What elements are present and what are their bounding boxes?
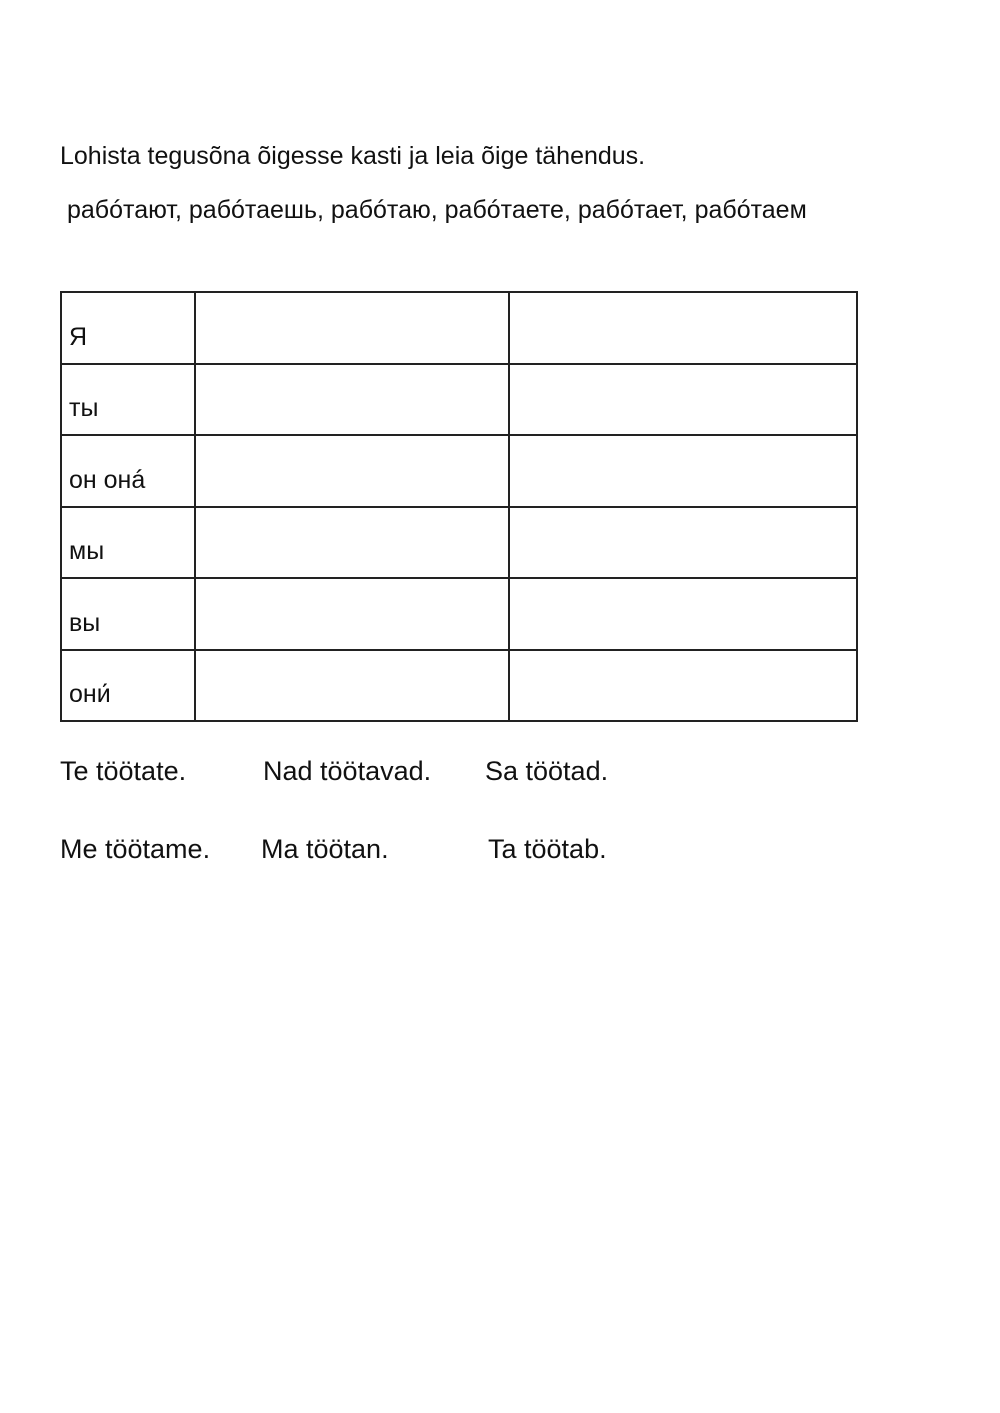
meaning-sa-tootad[interactable]: Sa töötad. (485, 756, 609, 786)
verb-rabotaesh[interactable]: рабóтаешь, (188, 196, 324, 224)
verb-drop-zone[interactable] (195, 650, 509, 722)
meaning-me-tootame[interactable]: Me töötame. (60, 834, 211, 864)
meaning-drop-zone[interactable] (509, 435, 857, 507)
pronoun-cell (61, 435, 195, 507)
meaning-drop-zone[interactable] (509, 364, 857, 436)
meaning-ta-tootab[interactable]: Ta töötab. (488, 834, 607, 864)
verb-rabotayu[interactable]: рабóтаю, (330, 196, 438, 224)
table-row (61, 364, 857, 436)
verb-drop-zone[interactable] (195, 507, 509, 579)
table-row (61, 435, 857, 507)
pronoun-cell (61, 507, 195, 579)
meaning-te-tootate[interactable]: Te töötate. (60, 756, 187, 786)
verb-bank (67, 194, 807, 226)
verb-rabotaem[interactable]: рабóтаем (694, 196, 807, 224)
table-row (61, 507, 857, 579)
verb-drop-zone[interactable] (195, 292, 509, 364)
verb-drop-zone[interactable] (195, 435, 509, 507)
table-row (61, 650, 857, 722)
pronoun-cell (61, 578, 195, 650)
pronoun-cell (61, 364, 195, 436)
meaning-drop-zone[interactable] (509, 578, 857, 650)
verb-drop-zone[interactable] (195, 364, 509, 436)
pronoun-on-ona: он онá (69, 465, 146, 494)
verb-drop-zone[interactable] (195, 578, 509, 650)
instruction-text: Lohista tegusõna õigesse kasti ja leia õige tähendus. (60, 142, 646, 170)
meaning-nad-tootavad[interactable]: Nad töötavad. (263, 756, 432, 786)
verb-rabotaete[interactable]: рабóтаете, (444, 196, 571, 224)
table-row (61, 578, 857, 650)
conjugation-table (60, 291, 858, 722)
pronoun-cell (61, 650, 195, 722)
table-row (61, 292, 857, 364)
pronoun-vy: вы (69, 608, 101, 637)
verb-rabotayut[interactable]: рабóтают, (67, 196, 182, 224)
meaning-drop-zone[interactable] (509, 292, 857, 364)
pronoun-ya: Я (69, 322, 88, 351)
pronoun-my: мы (69, 537, 105, 565)
meaning-drop-zone[interactable] (509, 650, 857, 722)
pronoun-oni: они́ (69, 680, 111, 708)
verb-rabotaet[interactable]: рабóтает, (577, 196, 688, 224)
meaning-drop-zone[interactable] (509, 507, 857, 579)
pronoun-ty: ты (69, 394, 99, 422)
meaning-ma-tootan[interactable]: Ma töötan. (261, 834, 389, 864)
pronoun-cell (61, 292, 195, 364)
